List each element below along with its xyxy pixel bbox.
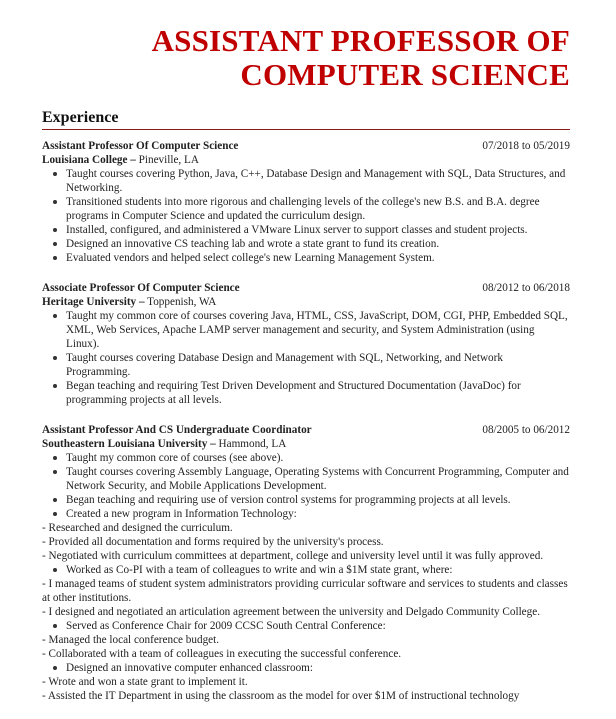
detail-line: - Wrote and won a state grant to implement it. bbox=[42, 676, 248, 688]
detail-line: - I managed teams of student system administrators providing curricular software and services to students and classes at other institutions. bbox=[42, 578, 568, 604]
bullet-list bbox=[42, 309, 570, 407]
bullet-item: Taught courses covering Database Design and Management with SQL, Networking, and Network Programming. bbox=[66, 351, 570, 379]
detail-line: - Collaborated with a team of colleagues in executing the successful conference. bbox=[42, 648, 402, 660]
experience-entry: Associate Professor Of Computer Science 08/2012 to 06/2018 Heritage University – Toppenish, WA Taught my common core of courses covering Java, HTML, CSS, JavaScript, DOM, CGI, PHP, Embedded SQL, XML, Web Services, Apache LAMP server management and security, and System Administration (using Linux). Taught courses covering Database Design and Management with SQL, Networking, and Network Programming. Began teaching and requiring Test Driven Development and Structured Documentation (JavaDoc) for programming projects at all levels. bbox=[42, 282, 570, 406]
detail-line: - Negotiated with curriculum committees at department, college and university level until it was fully approved. bbox=[42, 550, 544, 562]
bullet-item: Began teaching and requiring use of version control systems for programming projects at all levels. bbox=[66, 493, 570, 507]
bullet-item: Taught courses covering Assembly Language, Operating Systems with Concurrent Programming, Computer and Network Security, and Mobile Applications Development. bbox=[66, 466, 569, 492]
job-dates: 08/2005 to 06/2012 bbox=[482, 424, 570, 436]
bullet-list bbox=[42, 563, 570, 577]
bullet-item: Designed an innovative computer enhanced classroom: bbox=[66, 661, 570, 675]
job-title: Assistant Professor Of Computer Science bbox=[42, 140, 239, 152]
section-heading: Experience bbox=[42, 108, 570, 130]
bullet-item: Taught my common core of courses covering Java, HTML, CSS, JavaScript, DOM, CGI, PHP, Embedded SQL, XML, Web Services, Apache LAMP server management and security, and System Administration (using Linux). bbox=[66, 309, 570, 351]
company-name: Southeastern Louisiana University bbox=[42, 438, 208, 450]
experience-entry: Assistant Professor Of Computer Science 07/2018 to 05/2019 Louisiana College – Pineville, LA Taught courses covering Python, Java, C++, Database Design and Management with SQL, Data Structures, and Networking. Transitioned students into more rigorous and challenging levels of the college's new B.S. and B.A. degree programs in Computer Science and updated the curriculum design. Installed, configured, and administered a VMware Linux server to support classes and student projects. Designed an innovative CS teaching lab and wrote a state grant to fund its creation. Evaluated vendors and helped select college's new Learning Management System. bbox=[42, 140, 570, 264]
experience-list bbox=[42, 139, 570, 703]
experience-entry: Assistant Professor And CS Undergraduate Coordinator 08/2005 to 06/2012 Southeastern Louisiana University – Hammond, LA Taught my common core of courses (see above). Taught courses covering Assembly Language, Operating Systems with Concurrent Programming, Computer and Network Security, and Mobile Applications Development. Began teaching and requiring use of version control systems for programming projects at all levels. Created a new program in Information Technology: - Researched and designed the curriculum. - Provided all documentation and forms required by the university's process. - Negotiated with curriculum committees at department, college and university level until it was fully approved. Worked as Co-PI with a team of colleagues to write and win a $1M state grant, where: - I managed teams of student system administrators providing curricular software and services to students and classes at other institutions. - I designed and negotiated an articulation agreement between the university and Delgado Community College. Served as Conference Chair for 2009 CCSC South Central Conference: - Managed the local conference budget. - Collaborated with a team of colleagues in executing the successful conference. Designed an innovative computer enhanced classroom: - Wrote and won a state grant to implement it. - Assisted the IT Department in using the classroom as the model for over $1M of instructional technology bbox=[42, 424, 570, 702]
job-title: Associate Professor Of Computer Science bbox=[42, 282, 240, 294]
bullet-item: Taught my common core of courses (see above). bbox=[66, 451, 570, 465]
company-name: Heritage University bbox=[42, 296, 137, 308]
resume-title: ASSISTANT PROFESSOR OF COMPUTER SCIENCE bbox=[151, 23, 570, 92]
bullet-list bbox=[42, 451, 570, 521]
job-title: Assistant Professor And CS Undergraduate Coordinator bbox=[42, 424, 312, 436]
detail-line: - Researched and designed the curriculum. bbox=[42, 522, 233, 534]
bullet-item: Transitioned students into more rigorous and challenging levels of the college's new B.S. and B.A. degree programs in Computer Science and updated the curriculum design. bbox=[66, 195, 570, 223]
detail-line: - I designed and negotiated an articulation agreement between the university and Delgado Community College. bbox=[42, 606, 541, 618]
bullet-list bbox=[42, 167, 570, 265]
bullet-item: Began teaching and requiring Test Driven Development and Structured Documentation (JavaDoc) for programming projects at all levels. bbox=[66, 379, 570, 407]
job-dates: 07/2018 to 05/2019 bbox=[482, 140, 570, 152]
bullet-item: Designed an innovative CS teaching lab and wrote a state grant to fund its creation. bbox=[66, 237, 570, 251]
bullet-list bbox=[42, 661, 570, 675]
company-name: Louisiana College bbox=[42, 154, 128, 166]
bullet-item: Evaluated vendors and helped select college's new Learning Management System. bbox=[66, 251, 570, 265]
company-location: Hammond, LA bbox=[218, 438, 287, 450]
company-location: Pineville, LA bbox=[138, 154, 199, 166]
bullet-item: Installed, configured, and administered a VMware Linux server to support classes and student projects. bbox=[66, 223, 570, 237]
company-location: Toppenish, WA bbox=[147, 296, 217, 308]
detail-line: - Provided all documentation and forms required by the university's process. bbox=[42, 536, 384, 548]
job-dates: 08/2012 to 06/2018 bbox=[482, 282, 570, 294]
bullet-item: Served as Conference Chair for 2009 CCSC South Central Conference: bbox=[66, 619, 570, 633]
detail-line: - Assisted the IT Department in using the classroom as the model for over $1M of instructional technology bbox=[42, 690, 520, 702]
detail-line: - Managed the local conference budget. bbox=[42, 634, 220, 646]
experience-section bbox=[42, 108, 570, 719]
bullet-item: Worked as Co-PI with a team of colleagues to write and win a $1M state grant, where: bbox=[66, 563, 570, 577]
bullet-item: Taught courses covering Python, Java, C++, Database Design and Management with SQL, Data Structures, and Networking. bbox=[66, 167, 570, 195]
bullet-list bbox=[42, 619, 570, 633]
bullet-item: Created a new program in Information Technology: bbox=[66, 507, 570, 521]
